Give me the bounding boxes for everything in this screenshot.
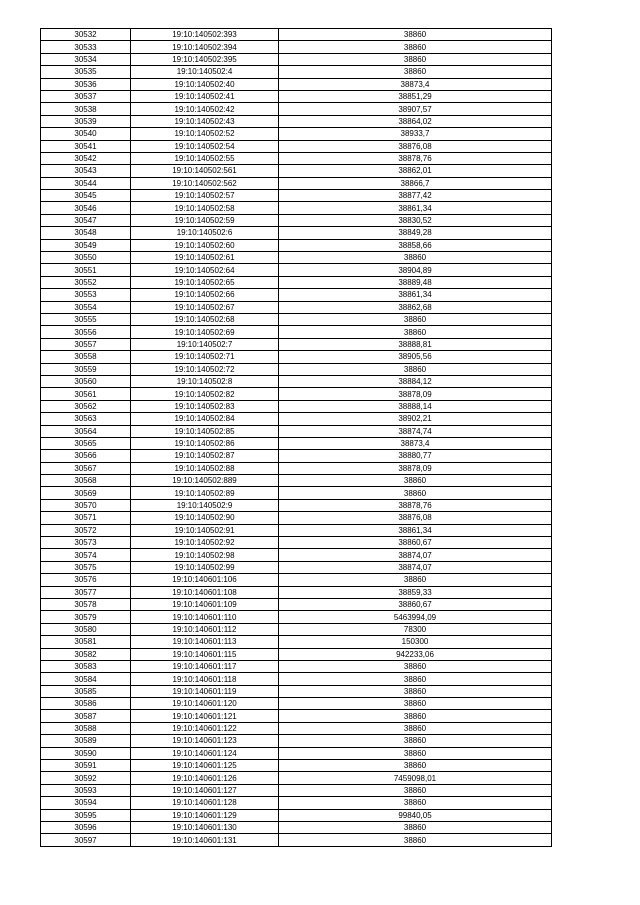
value-cell: 38851,29 [279, 90, 552, 102]
value-cell: 942233,06 [279, 648, 552, 660]
table-row [41, 326, 552, 338]
cadastral-number-cell: 19:10:140502:7 [131, 338, 279, 350]
cadastral-number-cell: 19:10:140502:91 [131, 524, 279, 536]
table-row [41, 834, 552, 846]
value-cell: 38862,01 [279, 165, 552, 177]
cadastral-number-cell: 19:10:140601:129 [131, 809, 279, 821]
row-number-cell: 30533 [41, 41, 131, 53]
cadastral-number-cell: 19:10:140502:87 [131, 450, 279, 462]
table-row [41, 177, 552, 189]
value-cell: 78300 [279, 623, 552, 635]
value-cell: 38860 [279, 66, 552, 78]
cadastral-number-cell: 19:10:140502:395 [131, 53, 279, 65]
table-row [41, 252, 552, 264]
row-number-cell: 30556 [41, 326, 131, 338]
cadastral-number-cell: 19:10:140502:86 [131, 437, 279, 449]
value-cell: 38860 [279, 822, 552, 834]
row-number-cell: 30561 [41, 388, 131, 400]
cadastral-number-cell: 19:10:140601:110 [131, 611, 279, 623]
row-number-cell: 30566 [41, 450, 131, 462]
table-row [41, 413, 552, 425]
value-cell: 38933,7 [279, 128, 552, 140]
table-row [41, 623, 552, 635]
row-number-cell: 30538 [41, 103, 131, 115]
value-cell: 38877,42 [279, 190, 552, 202]
value-cell: 38861,34 [279, 524, 552, 536]
value-cell: 38888,81 [279, 338, 552, 350]
table-row [41, 239, 552, 251]
cadastral-number-cell: 19:10:140601:108 [131, 586, 279, 598]
cadastral-number-cell: 19:10:140502:4 [131, 66, 279, 78]
table-row [41, 822, 552, 834]
row-number-cell: 30587 [41, 710, 131, 722]
table-row [41, 289, 552, 301]
row-number-cell: 30595 [41, 809, 131, 821]
value-cell: 38876,08 [279, 140, 552, 152]
table-row [41, 760, 552, 772]
row-number-cell: 30585 [41, 685, 131, 697]
cadastral-number-cell: 19:10:140502:67 [131, 301, 279, 313]
row-number-cell: 30540 [41, 128, 131, 140]
cadastral-number-cell: 19:10:140601:125 [131, 760, 279, 772]
table-row [41, 512, 552, 524]
value-cell: 38860 [279, 710, 552, 722]
cadastral-number-cell: 19:10:140502:90 [131, 512, 279, 524]
cadastral-number-cell: 19:10:140502:64 [131, 264, 279, 276]
row-number-cell: 30591 [41, 760, 131, 772]
row-number-cell: 30550 [41, 252, 131, 264]
cadastral-number-cell: 19:10:140502:88 [131, 462, 279, 474]
table-row [41, 549, 552, 561]
cadastral-number-cell: 19:10:140502:394 [131, 41, 279, 53]
row-number-cell: 30541 [41, 140, 131, 152]
row-number-cell: 30593 [41, 784, 131, 796]
row-number-cell: 30537 [41, 90, 131, 102]
row-number-cell: 30569 [41, 487, 131, 499]
cadastral-number-cell: 19:10:140502:393 [131, 29, 279, 41]
value-cell: 38860 [279, 29, 552, 41]
cadastral-number-cell: 19:10:140601:126 [131, 772, 279, 784]
table-row [41, 301, 552, 313]
value-cell: 38889,48 [279, 276, 552, 288]
value-cell: 38860 [279, 660, 552, 672]
table-row [41, 29, 552, 41]
value-cell: 38858,66 [279, 239, 552, 251]
table-row [41, 437, 552, 449]
cadastral-number-cell: 19:10:140502:72 [131, 363, 279, 375]
table-row [41, 41, 552, 53]
table-row [41, 636, 552, 648]
value-cell: 38866,7 [279, 177, 552, 189]
table-row [41, 128, 552, 140]
table-row [41, 499, 552, 511]
row-number-cell: 30596 [41, 822, 131, 834]
table-row [41, 338, 552, 350]
value-cell: 38849,28 [279, 227, 552, 239]
row-number-cell: 30545 [41, 190, 131, 202]
table-row [41, 388, 552, 400]
table-row [41, 561, 552, 573]
cadastral-number-cell: 19:10:140502:68 [131, 313, 279, 325]
cadastral-number-cell: 19:10:140502:9 [131, 499, 279, 511]
value-cell: 5463994,09 [279, 611, 552, 623]
value-cell: 38874,07 [279, 549, 552, 561]
cadastral-number-cell: 19:10:140601:117 [131, 660, 279, 672]
row-number-cell: 30546 [41, 202, 131, 214]
row-number-cell: 30590 [41, 747, 131, 759]
cadastral-number-cell: 19:10:140502:41 [131, 90, 279, 102]
value-cell: 38862,68 [279, 301, 552, 313]
value-cell: 38907,57 [279, 103, 552, 115]
cadastral-number-cell: 19:10:140502:66 [131, 289, 279, 301]
row-number-cell: 30578 [41, 598, 131, 610]
cadastral-number-cell: 19:10:140502:8 [131, 375, 279, 387]
row-number-cell: 30571 [41, 512, 131, 524]
cadastral-number-cell: 19:10:140502:83 [131, 400, 279, 412]
table-row [41, 190, 552, 202]
cadastral-number-cell: 19:10:140502:69 [131, 326, 279, 338]
cadastral-number-cell: 19:10:140502:42 [131, 103, 279, 115]
row-number-cell: 30547 [41, 214, 131, 226]
table-row [41, 487, 552, 499]
value-cell: 38860 [279, 252, 552, 264]
cadastral-number-cell: 19:10:140502:85 [131, 425, 279, 437]
cadastral-number-cell: 19:10:140601:115 [131, 648, 279, 660]
value-cell: 38880,77 [279, 450, 552, 462]
value-cell: 38860 [279, 797, 552, 809]
row-number-cell: 30555 [41, 313, 131, 325]
cadastral-number-cell: 19:10:140502:55 [131, 152, 279, 164]
value-cell: 38860 [279, 313, 552, 325]
cadastral-number-cell: 19:10:140502:84 [131, 413, 279, 425]
value-cell: 38905,56 [279, 351, 552, 363]
row-number-cell: 30564 [41, 425, 131, 437]
cadastral-number-cell: 19:10:140601:113 [131, 636, 279, 648]
value-cell: 38861,34 [279, 202, 552, 214]
value-cell: 38860,67 [279, 598, 552, 610]
table-row [41, 475, 552, 487]
row-number-cell: 30573 [41, 537, 131, 549]
cadastral-number-cell: 19:10:140502:99 [131, 561, 279, 573]
row-number-cell: 30549 [41, 239, 131, 251]
table-row [41, 202, 552, 214]
value-cell: 38860 [279, 53, 552, 65]
cadastral-number-cell: 19:10:140502:54 [131, 140, 279, 152]
table-row [41, 784, 552, 796]
row-number-cell: 30554 [41, 301, 131, 313]
table-row [41, 462, 552, 474]
table-row [41, 722, 552, 734]
table-row [41, 685, 552, 697]
row-number-cell: 30568 [41, 475, 131, 487]
value-cell: 38874,07 [279, 561, 552, 573]
row-number-cell: 30558 [41, 351, 131, 363]
table-row [41, 673, 552, 685]
data-table [40, 28, 552, 847]
value-cell: 38860 [279, 673, 552, 685]
cadastral-number-cell: 19:10:140601:112 [131, 623, 279, 635]
value-cell: 38860 [279, 698, 552, 710]
row-number-cell: 30560 [41, 375, 131, 387]
row-number-cell: 30532 [41, 29, 131, 41]
row-number-cell: 30539 [41, 115, 131, 127]
table-row [41, 611, 552, 623]
table-row [41, 313, 552, 325]
table-row [41, 140, 552, 152]
value-cell: 7459098,01 [279, 772, 552, 784]
cadastral-number-cell: 19:10:140502:92 [131, 537, 279, 549]
value-cell: 38873,4 [279, 437, 552, 449]
table-row [41, 425, 552, 437]
cadastral-number-cell: 19:10:140601:130 [131, 822, 279, 834]
row-number-cell: 30548 [41, 227, 131, 239]
table-row [41, 375, 552, 387]
table-row [41, 276, 552, 288]
cadastral-number-cell: 19:10:140601:106 [131, 574, 279, 586]
table-row [41, 214, 552, 226]
table-row [41, 152, 552, 164]
table-row [41, 78, 552, 90]
value-cell: 38860 [279, 722, 552, 734]
value-cell: 38884,12 [279, 375, 552, 387]
row-number-cell: 30542 [41, 152, 131, 164]
cadastral-number-cell: 19:10:140601:109 [131, 598, 279, 610]
value-cell: 38860 [279, 760, 552, 772]
value-cell: 38888,14 [279, 400, 552, 412]
cadastral-number-cell: 19:10:140601:124 [131, 747, 279, 759]
cadastral-number-cell: 19:10:140601:118 [131, 673, 279, 685]
table-row [41, 574, 552, 586]
table-row [41, 537, 552, 549]
value-cell: 38874,74 [279, 425, 552, 437]
table-row [41, 710, 552, 722]
cadastral-number-cell: 19:10:140502:98 [131, 549, 279, 561]
table-row [41, 598, 552, 610]
row-number-cell: 30580 [41, 623, 131, 635]
table-row [41, 698, 552, 710]
value-cell: 38860,67 [279, 537, 552, 549]
cadastral-number-cell: 19:10:140502:65 [131, 276, 279, 288]
row-number-cell: 30584 [41, 673, 131, 685]
row-number-cell: 30535 [41, 66, 131, 78]
row-number-cell: 30534 [41, 53, 131, 65]
value-cell: 38860 [279, 475, 552, 487]
table-row [41, 450, 552, 462]
value-cell: 38861,34 [279, 289, 552, 301]
table-row [41, 735, 552, 747]
table-row [41, 660, 552, 672]
cadastral-number-cell: 19:10:140502:6 [131, 227, 279, 239]
value-cell: 38878,76 [279, 152, 552, 164]
value-cell: 38860 [279, 41, 552, 53]
cadastral-number-cell: 19:10:140502:89 [131, 487, 279, 499]
row-number-cell: 30557 [41, 338, 131, 350]
table-row [41, 363, 552, 375]
table-row [41, 747, 552, 759]
row-number-cell: 30575 [41, 561, 131, 573]
table-row [41, 165, 552, 177]
cadastral-number-cell: 19:10:140601:127 [131, 784, 279, 796]
table-row [41, 90, 552, 102]
cadastral-number-cell: 19:10:140502:61 [131, 252, 279, 264]
value-cell: 38902,21 [279, 413, 552, 425]
cadastral-number-cell: 19:10:140502:889 [131, 475, 279, 487]
row-number-cell: 30572 [41, 524, 131, 536]
cadastral-number-cell: 19:10:140601:128 [131, 797, 279, 809]
value-cell: 38860 [279, 834, 552, 846]
table-row [41, 772, 552, 784]
row-number-cell: 30543 [41, 165, 131, 177]
row-number-cell: 30597 [41, 834, 131, 846]
cadastral-number-cell: 19:10:140601:122 [131, 722, 279, 734]
cadastral-number-cell: 19:10:140502:60 [131, 239, 279, 251]
row-number-cell: 30544 [41, 177, 131, 189]
row-number-cell: 30536 [41, 78, 131, 90]
row-number-cell: 30570 [41, 499, 131, 511]
table-row [41, 524, 552, 536]
value-cell: 38860 [279, 326, 552, 338]
value-cell: 99840,05 [279, 809, 552, 821]
table-row [41, 115, 552, 127]
value-cell: 38860 [279, 574, 552, 586]
row-number-cell: 30586 [41, 698, 131, 710]
row-number-cell: 30588 [41, 722, 131, 734]
row-number-cell: 30579 [41, 611, 131, 623]
cadastral-number-cell: 19:10:140502:82 [131, 388, 279, 400]
row-number-cell: 30567 [41, 462, 131, 474]
value-cell: 150300 [279, 636, 552, 648]
cadastral-number-cell: 19:10:140502:57 [131, 190, 279, 202]
value-cell: 38860 [279, 363, 552, 375]
value-cell: 38878,09 [279, 462, 552, 474]
row-number-cell: 30551 [41, 264, 131, 276]
value-cell: 38904,89 [279, 264, 552, 276]
table-row [41, 227, 552, 239]
value-cell: 38860 [279, 784, 552, 796]
table-body [41, 29, 552, 847]
row-number-cell: 30552 [41, 276, 131, 288]
row-number-cell: 30563 [41, 413, 131, 425]
value-cell: 38830,52 [279, 214, 552, 226]
row-number-cell: 30559 [41, 363, 131, 375]
value-cell: 38878,76 [279, 499, 552, 511]
cadastral-number-cell: 19:10:140502:561 [131, 165, 279, 177]
cadastral-number-cell: 19:10:140502:52 [131, 128, 279, 140]
row-number-cell: 30594 [41, 797, 131, 809]
row-number-cell: 30562 [41, 400, 131, 412]
row-number-cell: 30583 [41, 660, 131, 672]
table-row [41, 648, 552, 660]
cadastral-number-cell: 19:10:140502:43 [131, 115, 279, 127]
row-number-cell: 30576 [41, 574, 131, 586]
table-row [41, 103, 552, 115]
cadastral-number-cell: 19:10:140601:123 [131, 735, 279, 747]
value-cell: 38864,02 [279, 115, 552, 127]
value-cell: 38860 [279, 735, 552, 747]
cadastral-number-cell: 19:10:140502:59 [131, 214, 279, 226]
value-cell: 38860 [279, 487, 552, 499]
row-number-cell: 30577 [41, 586, 131, 598]
value-cell: 38878,09 [279, 388, 552, 400]
cadastral-number-cell: 19:10:140601:131 [131, 834, 279, 846]
table-row [41, 351, 552, 363]
row-number-cell: 30582 [41, 648, 131, 660]
row-number-cell: 30553 [41, 289, 131, 301]
table-row [41, 809, 552, 821]
table-row [41, 400, 552, 412]
cadastral-number-cell: 19:10:140601:119 [131, 685, 279, 697]
row-number-cell: 30592 [41, 772, 131, 784]
value-cell: 38860 [279, 685, 552, 697]
cadastral-number-cell: 19:10:140502:58 [131, 202, 279, 214]
value-cell: 38873,4 [279, 78, 552, 90]
value-cell: 38860 [279, 747, 552, 759]
table-row [41, 66, 552, 78]
table-row [41, 264, 552, 276]
cadastral-number-cell: 19:10:140502:562 [131, 177, 279, 189]
cadastral-number-cell: 19:10:140601:121 [131, 710, 279, 722]
table-row [41, 53, 552, 65]
cadastral-number-cell: 19:10:140502:71 [131, 351, 279, 363]
row-number-cell: 30581 [41, 636, 131, 648]
table-row [41, 586, 552, 598]
cadastral-number-cell: 19:10:140502:40 [131, 78, 279, 90]
row-number-cell: 30589 [41, 735, 131, 747]
row-number-cell: 30574 [41, 549, 131, 561]
value-cell: 38859,33 [279, 586, 552, 598]
value-cell: 38876,08 [279, 512, 552, 524]
cadastral-number-cell: 19:10:140601:120 [131, 698, 279, 710]
row-number-cell: 30565 [41, 437, 131, 449]
table-row [41, 797, 552, 809]
